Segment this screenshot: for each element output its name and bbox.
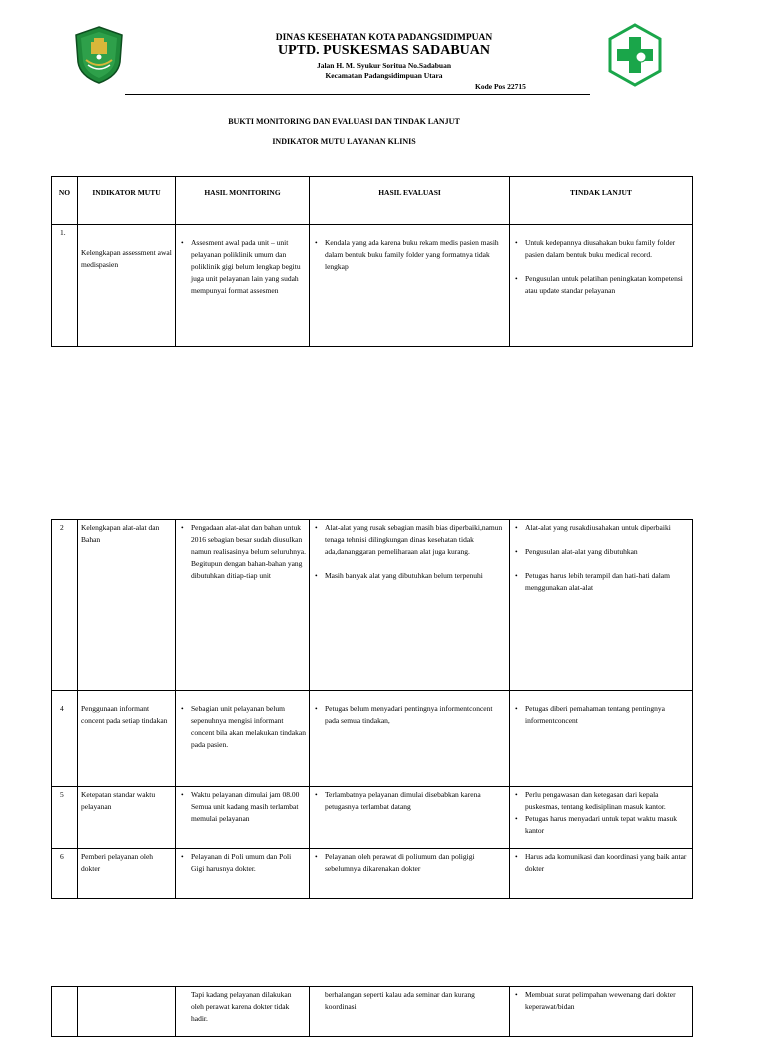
agency-name: DINAS KESEHATAN KOTA PADANGSIDIMPUAN [275,33,493,43]
address-street: Jalan H. M. Syukur Soritua No.Sadabuan [316,61,452,70]
header-hasil-evaluasi: HASIL EVALUASI [310,177,510,225]
tindak-item: • Untuk kedepannya diusahakan buku family folder pasien dalam bentuk buku medical record. [525,237,689,261]
table-row [52,849,693,899]
address-district: Kecamatan Padangsidimpuan Utara [325,71,443,80]
tindak-item: • Harus ada komunikasi dan koordinasi yang baik antar dokter [525,851,689,875]
row-indikator: Ketepatan standar waktu pelayanan [81,790,156,811]
monitoring-table-3 [51,986,693,1037]
table-row [52,691,693,787]
header-hasil-monitoring: HASIL MONITORING [176,177,310,225]
row-no: 1. [60,228,66,237]
monitoring-item: • Waktu pelayanan dimulai jam 08.00 Semua unit kadang masih terlambat memulai pelayanan [191,789,306,825]
tindak-item: • Petugas harus lebih terampil dan hati-hati dalam menggunakan alat-alat [525,570,689,594]
row-indikator: Kelengkapan alat-alat dan Bahan [81,523,160,544]
header-tindak-lanjut: TINDAK LANJUT [510,177,693,225]
row-no: 6 [60,852,64,861]
puskesmas-name: UPTD. PUSKESMAS SADABUAN [278,43,490,58]
row-indikator: Penggunaan informant concent pada setiap tindakan [81,704,168,725]
tindak-item: • Petugas diberi pemahaman tentang pentingnya informentconcent [525,703,689,727]
tindak-item: • Petugas harus menyadari untuk tepat waktu masuk kantor [525,813,689,837]
evaluasi-item: • Terlambatnya pelayanan dimulai disebabkan karena petugasnya terlambat datang [325,789,506,813]
table-row [52,520,693,691]
row-no: 4 [60,704,64,713]
header-no: NO [52,177,78,225]
row-no: 2 [60,523,64,532]
monitoring-item: • Assesment awal pada unit – unit pelayanan poliklinik umum dan poliklinik gigi belum lengkap begitu juga unit pelayanan lain yang sudah mempunyai format assesmen [191,237,306,297]
tindak-item: • Alat-alat yang rusakdiusahakan untuk diperbaiki [525,522,689,534]
header-indikator: INDIKATOR MUTU [78,177,176,225]
row-indikator: Pemberi pelayanan oleh dokter [81,852,154,873]
monitoring-item: • Pelayanan di Poli umum dan Poli Gigi harusnya dokter. [191,851,306,875]
header-divider [125,94,590,95]
tindak-item: • Membuat surat pelimpahan wewenang dari dokter keperawat/bidan [525,989,689,1013]
monitoring-continuation: Tapi kadang pelayanan dilakukan oleh perawat karena dokter tidak hadir. [191,990,292,1023]
evaluasi-item: • Petugas belum menyadari pentingnya informentconcent pada semua tindakan, [325,703,506,727]
evaluasi-item: • Masih banyak alat yang dibutuhkan belum terpenuhi [325,570,506,582]
table-header-row [52,177,693,225]
row-indikator: Kelengkapan assessment awal medispasien [81,248,172,269]
tindak-item: • Pengusulan alat-alat yang dibutuhkan [525,546,689,558]
table-row [52,787,693,849]
monitoring-item: • Pengadaan alat-alat dan bahan untuk 2016 sebagian besar sudah diusulkan namun realisasinya belum seluruhnya. Begitupun dengan bahan-bahan yang dibutuhkan ditiap-tiap unit [191,522,306,582]
postal-code: Kode Pos 22715 [475,82,526,91]
monitoring-table-2 [51,519,693,899]
evaluasi-continuation: berhalangan seperti kalau ada seminar dan kurang koordinasi [325,990,475,1011]
evaluasi-item: • Alat-alat yang rusak sebagian masih bias diperbaiki,namun tenaga tehnisi dilingkungan dinas kesehatan tidak ada,dananggaran pemeliharaan alat juga kurang. [325,522,506,558]
monitoring-item: • Sebagian unit pelayanan belum sepenuhnya mengisi informant concent bila akan melakukan tindakan pada pasien. [191,703,306,751]
evaluasi-item: • Pelayanan oleh perawat di poliumum dan poligigi sebelumnya dikarenakan dokter [325,851,506,875]
tindak-item: • Perlu pengawasan dan ketegasan dari kepala puskesmas, tentang kedisiplinan masuk kantor. [525,789,689,813]
tindak-item: • Pengusulan untuk pelatihan peningkatan kompetensi atau update standar pelayanan [525,273,689,297]
document-title: BUKTI MONITORING DAN EVALUASI DAN TINDAK LANJUT [228,117,460,126]
row-no: 5 [60,790,64,799]
evaluasi-item: • Kendala yang ada karena buku rekam medis pasien masih dalam bentuk buku family folder yang formatnya tidak lengkap [325,237,506,273]
monitoring-table-1 [51,176,693,347]
table-row [52,225,693,347]
table-row [52,987,693,1037]
document-subtitle: INDIKATOR MUTU LAYANAN KLINIS [272,137,416,146]
